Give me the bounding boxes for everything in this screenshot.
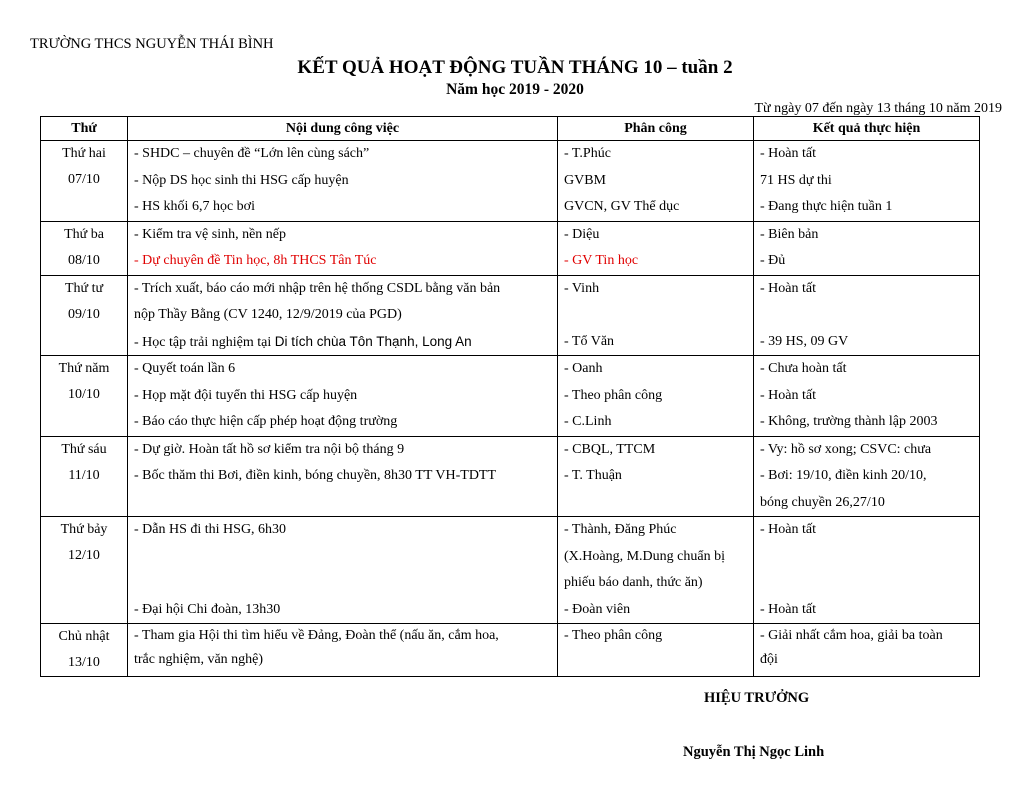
day-cell xyxy=(41,141,128,222)
table-row xyxy=(41,275,980,356)
result-cell xyxy=(754,517,980,624)
result-line: - Hoàn tất xyxy=(760,146,816,161)
result-cell xyxy=(754,221,980,275)
assignment-line: phiếu báo danh, thức ăn) xyxy=(564,575,703,590)
table-row xyxy=(41,356,980,437)
result-spacer xyxy=(760,302,973,329)
content-cell xyxy=(128,275,558,356)
assignment-line: GVCN, GV Thể dục xyxy=(564,199,680,214)
content-line: nộp Thầy Bằng (CV 1240, 12/9/2019 của PGD) xyxy=(134,307,402,322)
day-cell xyxy=(41,356,128,437)
result-cell xyxy=(754,356,980,437)
assignment-line: - T. Thuận xyxy=(564,468,622,483)
assignment-line: GVBM xyxy=(564,172,607,188)
content-line: - SHDC – chuyên đề “Lớn lên cùng sách” xyxy=(134,146,370,161)
result-line: - Hoàn tất xyxy=(760,280,816,296)
content-line: - Báo cáo thực hiện cấp phép hoạt động trường xyxy=(134,414,398,429)
table-row xyxy=(41,141,980,222)
content-line: - Bốc thăm thi Bơi, điền kinh, bóng chuyền, 8h30 TT VH-TDTT xyxy=(134,468,497,483)
day-date: 08/10 xyxy=(68,252,100,268)
content-cell xyxy=(128,141,558,222)
content-line: - Họp mặt đội tuyển thi HSG cấp huyện xyxy=(134,387,358,403)
content-cell xyxy=(128,356,558,437)
day-name: Thứ tư xyxy=(64,280,104,296)
content-line: - Trích xuất, báo cáo mới nhập trên hệ thống CSDL bằng văn bản xyxy=(134,280,501,296)
content-line: - Dự giờ. Hoàn tất hồ sơ kiểm tra nội bộ tháng 9 xyxy=(134,441,405,457)
content-text: - Học tập trải nghiệm tại xyxy=(134,334,275,350)
assignment-cell xyxy=(558,275,754,356)
result-line: - Hoàn tất xyxy=(760,522,816,537)
day-cell xyxy=(41,221,128,275)
result-spacer xyxy=(760,570,973,597)
content-cell xyxy=(128,221,558,275)
result-line: - Biên bản xyxy=(760,226,819,242)
day-cell xyxy=(41,436,128,517)
table-row xyxy=(41,436,980,517)
content-line: - Kiểm tra vệ sinh, nền nếp xyxy=(134,226,287,242)
assignment-line-highlighted: - GV Tin học xyxy=(564,253,639,268)
result-line: 71 HS dự thi xyxy=(760,172,832,188)
table-header-row xyxy=(41,117,980,141)
day-date: 10/10 xyxy=(68,387,100,402)
result-line: - Hoàn tất xyxy=(760,601,816,617)
content-line: - Đại hội Chi đoàn, 13h30 xyxy=(134,601,281,617)
content-line: - Nộp DS học sinh thi HSG cấp huyện xyxy=(134,172,349,188)
day-date: 07/10 xyxy=(68,172,100,187)
assignment-line: - Vinh xyxy=(564,280,600,296)
content-line: - HS khối 6,7 học bơi xyxy=(134,199,255,214)
day-date: 13/10 xyxy=(68,655,100,670)
result-cell xyxy=(754,141,980,222)
result-cell xyxy=(754,624,980,677)
day-name: Thứ bảy xyxy=(60,522,108,537)
assignment-line: - Theo phân công xyxy=(564,387,663,403)
assignment-line: (X.Hoàng, M.Dung chuẩn bị xyxy=(564,548,725,564)
result-cell xyxy=(754,436,980,517)
day-name: Chủ nhật xyxy=(58,629,110,644)
day-cell xyxy=(41,275,128,356)
result-cell xyxy=(754,275,980,356)
result-line: - Chưa hoàn tất xyxy=(760,361,847,376)
school-name: TRƯỜNG THCS NGUYỄN THÁI BÌNH xyxy=(30,36,274,52)
day-name: Thứ hai xyxy=(62,146,106,161)
result-line: - 39 HS, 09 GV xyxy=(760,333,849,349)
content-line: - Tham gia Hội thi tìm hiểu về Đảng, Đoàn thể (nấu ăn, cắm hoa, xyxy=(134,628,499,643)
result-line: - Không, trường thành lập 2003 xyxy=(760,414,938,429)
header-day: Thứ xyxy=(41,117,128,141)
assignment-line: - Thành, Đăng Phúc xyxy=(564,522,677,537)
assignment-cell xyxy=(558,356,754,437)
assignment-spacer xyxy=(564,302,747,329)
header-content: Nội dung công việc xyxy=(128,117,558,141)
day-date: 09/10 xyxy=(68,306,100,322)
content-spacer xyxy=(134,570,551,597)
result-spacer xyxy=(760,544,973,571)
date-range: Từ ngày 07 đến ngày 13 tháng 10 năm 2019 xyxy=(754,101,1002,116)
result-line: - Đủ xyxy=(760,253,786,268)
content-spacer xyxy=(134,544,551,571)
content-cell xyxy=(128,436,558,517)
table-row xyxy=(41,624,980,677)
assignment-cell xyxy=(558,436,754,517)
assignment-line: - C.Linh xyxy=(564,414,612,429)
school-year: Năm học 2019 - 2020 xyxy=(446,81,584,98)
signature-name: Nguyễn Thị Ngọc Linh xyxy=(683,744,825,760)
assignment-line: - Diệu xyxy=(564,226,600,242)
day-cell xyxy=(41,624,128,677)
day-name: Thứ năm xyxy=(58,361,110,376)
assignment-line: - Theo phân công xyxy=(564,628,663,643)
content-text-place: Di tích chùa Tôn Thạnh, Long An xyxy=(274,333,472,349)
day-date: 12/10 xyxy=(68,548,100,563)
assignment-cell xyxy=(558,221,754,275)
report-title: KẾT QUẢ HOẠT ĐỘNG TUẦN THÁNG 10 – tuần 2 xyxy=(297,57,733,78)
assignment-cell xyxy=(558,517,754,624)
assignment-line: - Oanh xyxy=(564,361,603,376)
day-name: Thứ ba xyxy=(64,226,104,242)
header-assignment: Phân công xyxy=(558,117,754,141)
day-cell xyxy=(41,517,128,624)
content-line: trắc nghiệm, văn nghệ) xyxy=(134,652,264,667)
activity-table xyxy=(40,116,980,677)
content-cell xyxy=(128,517,558,624)
assignment-line: - Đoàn viên xyxy=(564,601,631,617)
day-name: Thứ sáu xyxy=(61,441,107,457)
result-line: đội xyxy=(760,652,778,667)
result-line: bóng chuyền 26,27/10 xyxy=(760,494,885,510)
assignment-cell xyxy=(558,141,754,222)
assignment-line: - Tổ Văn xyxy=(564,333,615,349)
result-line: - Đang thực hiện tuần 1 xyxy=(760,199,893,214)
content-cell xyxy=(128,624,558,677)
day-date: 11/10 xyxy=(68,467,100,483)
assignment-line: - T.Phúc xyxy=(564,146,611,161)
content-line-highlighted: - Dự chuyên đề Tin học, 8h THCS Tân Túc xyxy=(134,253,377,268)
result-line: - Vy: hồ sơ xong; CSVC: chưa xyxy=(760,441,932,457)
result-line: - Hoàn tất xyxy=(760,387,816,403)
result-line: - Giải nhất cắm hoa, giải ba toàn xyxy=(760,628,943,643)
table-row xyxy=(41,517,980,624)
header-result: Kết quả thực hiện xyxy=(754,117,980,141)
signature-title: HIỆU TRƯỞNG xyxy=(704,690,810,706)
assignment-cell xyxy=(558,624,754,677)
content-line: - Quyết toán lần 6 xyxy=(134,361,236,376)
assignment-line: - CBQL, TTCM xyxy=(564,441,656,457)
result-line: - Bơi: 19/10, điền kinh 20/10, xyxy=(760,468,927,483)
content-line: - Dẫn HS đi thi HSG, 6h30 xyxy=(134,522,287,537)
content-line xyxy=(134,329,551,356)
table-row xyxy=(41,221,980,275)
